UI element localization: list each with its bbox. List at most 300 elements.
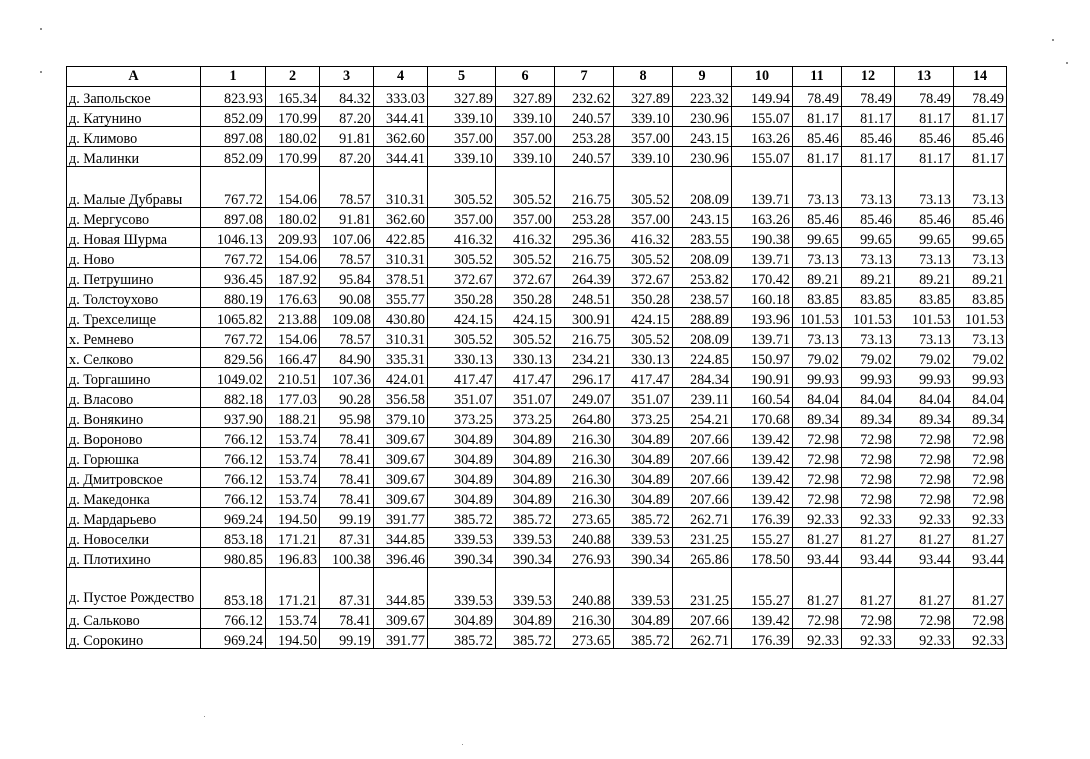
value-cell: 78.41 xyxy=(320,428,374,448)
settlements-data-table xyxy=(66,66,1007,649)
value-cell: 165.34 xyxy=(266,87,320,107)
value-cell: 766.12 xyxy=(201,488,266,508)
value-cell: 155.27 xyxy=(732,528,793,548)
value-cell: 73.13 xyxy=(954,328,1007,348)
value-cell: 207.66 xyxy=(673,428,732,448)
value-cell: 78.49 xyxy=(793,87,842,107)
value-cell: 89.21 xyxy=(954,268,1007,288)
value-cell: 84.90 xyxy=(320,348,374,368)
column-header-1: 1 xyxy=(201,67,266,87)
value-cell: 83.85 xyxy=(895,288,954,308)
value-cell: 81.27 xyxy=(954,528,1007,548)
value-cell: 357.00 xyxy=(428,208,496,228)
value-cell: 339.53 xyxy=(614,528,673,548)
value-cell: 216.30 xyxy=(555,448,614,468)
settlement-name-cell: д. Власово xyxy=(67,388,201,408)
value-cell: 72.98 xyxy=(793,609,842,629)
scan-speck xyxy=(40,71,42,73)
value-cell: 153.74 xyxy=(266,448,320,468)
value-cell: 188.21 xyxy=(266,408,320,428)
value-cell: 72.98 xyxy=(842,488,895,508)
value-cell: 72.98 xyxy=(842,609,895,629)
value-cell: 93.44 xyxy=(895,548,954,568)
value-cell: 243.15 xyxy=(673,127,732,147)
value-cell: 93.44 xyxy=(954,548,1007,568)
value-cell: 304.89 xyxy=(614,488,673,508)
value-cell: 78.41 xyxy=(320,609,374,629)
value-cell: 87.31 xyxy=(320,568,374,609)
value-cell: 339.53 xyxy=(428,528,496,548)
value-cell: 180.02 xyxy=(266,127,320,147)
value-cell: 216.30 xyxy=(555,468,614,488)
value-cell: 92.33 xyxy=(842,508,895,528)
value-cell: 99.65 xyxy=(895,228,954,248)
value-cell: 109.08 xyxy=(320,308,374,328)
value-cell: 107.36 xyxy=(320,368,374,388)
value-cell: 81.17 xyxy=(895,107,954,127)
value-cell: 273.65 xyxy=(555,629,614,649)
value-cell: 89.34 xyxy=(954,408,1007,428)
value-cell: 73.13 xyxy=(842,328,895,348)
value-cell: 99.65 xyxy=(793,228,842,248)
value-cell: 330.13 xyxy=(496,348,555,368)
value-cell: 304.89 xyxy=(614,468,673,488)
value-cell: 264.80 xyxy=(555,408,614,428)
value-cell: 304.89 xyxy=(496,468,555,488)
value-cell: 171.21 xyxy=(266,528,320,548)
table-row xyxy=(67,368,1007,388)
value-cell: 89.34 xyxy=(842,408,895,428)
column-header-6: 6 xyxy=(496,67,555,87)
value-cell: 81.17 xyxy=(793,107,842,127)
value-cell: 265.86 xyxy=(673,548,732,568)
value-cell: 193.96 xyxy=(732,308,793,328)
value-cell: 81.17 xyxy=(954,107,1007,127)
value-cell: 339.10 xyxy=(428,147,496,167)
table-row xyxy=(67,147,1007,167)
value-cell: 372.67 xyxy=(614,268,673,288)
value-cell: 240.57 xyxy=(555,147,614,167)
value-cell: 231.25 xyxy=(673,568,732,609)
value-cell: 305.52 xyxy=(428,167,496,208)
value-cell: 85.46 xyxy=(842,208,895,228)
value-cell: 72.98 xyxy=(793,468,842,488)
value-cell: 208.09 xyxy=(673,328,732,348)
value-cell: 305.52 xyxy=(614,167,673,208)
value-cell: 139.42 xyxy=(732,428,793,448)
settlement-name-cell: д. Плотихино xyxy=(67,548,201,568)
value-cell: 79.02 xyxy=(793,348,842,368)
value-cell: 424.15 xyxy=(614,308,673,328)
value-cell: 309.67 xyxy=(374,428,428,448)
value-cell: 187.92 xyxy=(266,268,320,288)
value-cell: 72.98 xyxy=(895,448,954,468)
value-cell: 210.51 xyxy=(266,368,320,388)
value-cell: 882.18 xyxy=(201,388,266,408)
value-cell: 766.12 xyxy=(201,609,266,629)
value-cell: 194.50 xyxy=(266,629,320,649)
value-cell: 72.98 xyxy=(842,468,895,488)
value-cell: 207.66 xyxy=(673,448,732,468)
value-cell: 355.77 xyxy=(374,288,428,308)
value-cell: 81.17 xyxy=(842,107,895,127)
value-cell: 356.58 xyxy=(374,388,428,408)
value-cell: 339.53 xyxy=(428,568,496,609)
value-cell: 163.26 xyxy=(732,208,793,228)
table-row xyxy=(67,408,1007,428)
value-cell: 829.56 xyxy=(201,348,266,368)
settlement-name-cell: д. Климово xyxy=(67,127,201,147)
value-cell: 416.32 xyxy=(614,228,673,248)
value-cell: 81.27 xyxy=(793,568,842,609)
value-cell: 936.45 xyxy=(201,268,266,288)
scan-speck xyxy=(1052,39,1054,41)
value-cell: 1049.02 xyxy=(201,368,266,388)
value-cell: 969.24 xyxy=(201,508,266,528)
value-cell: 171.21 xyxy=(266,568,320,609)
value-cell: 72.98 xyxy=(895,488,954,508)
value-cell: 85.46 xyxy=(842,127,895,147)
value-cell: 767.72 xyxy=(201,248,266,268)
value-cell: 357.00 xyxy=(614,208,673,228)
value-cell: 170.99 xyxy=(266,107,320,127)
value-cell: 72.98 xyxy=(954,428,1007,448)
table-row xyxy=(67,388,1007,408)
value-cell: 276.93 xyxy=(555,548,614,568)
value-cell: 385.72 xyxy=(428,629,496,649)
value-cell: 101.53 xyxy=(793,308,842,328)
value-cell: 99.93 xyxy=(954,368,1007,388)
value-cell: 73.13 xyxy=(954,167,1007,208)
value-cell: 99.93 xyxy=(842,368,895,388)
value-cell: 304.89 xyxy=(496,488,555,508)
scan-speck xyxy=(1066,62,1068,64)
settlement-name-cell: д. Торгашино xyxy=(67,368,201,388)
value-cell: 385.72 xyxy=(496,508,555,528)
value-cell: 223.32 xyxy=(673,87,732,107)
settlement-name-cell: д. Малые Дубравы xyxy=(67,167,201,208)
value-cell: 284.34 xyxy=(673,368,732,388)
value-cell: 766.12 xyxy=(201,428,266,448)
column-header-4: 4 xyxy=(374,67,428,87)
settlement-name-cell: д. Петрушино xyxy=(67,268,201,288)
value-cell: 155.07 xyxy=(732,107,793,127)
value-cell: 852.09 xyxy=(201,147,266,167)
value-cell: 238.57 xyxy=(673,288,732,308)
value-cell: 190.38 xyxy=(732,228,793,248)
value-cell: 254.21 xyxy=(673,408,732,428)
value-cell: 213.88 xyxy=(266,308,320,328)
value-cell: 78.57 xyxy=(320,248,374,268)
value-cell: 163.26 xyxy=(732,127,793,147)
value-cell: 351.07 xyxy=(428,388,496,408)
value-cell: 78.49 xyxy=(954,87,1007,107)
value-cell: 93.44 xyxy=(842,548,895,568)
value-cell: 766.12 xyxy=(201,448,266,468)
value-cell: 304.89 xyxy=(428,488,496,508)
value-cell: 194.50 xyxy=(266,508,320,528)
value-cell: 424.15 xyxy=(428,308,496,328)
table-header-row xyxy=(67,67,1007,87)
settlement-name-cell: д. Катунино xyxy=(67,107,201,127)
value-cell: 154.06 xyxy=(266,167,320,208)
value-cell: 304.89 xyxy=(428,448,496,468)
value-cell: 422.85 xyxy=(374,228,428,248)
value-cell: 351.07 xyxy=(614,388,673,408)
value-cell: 240.57 xyxy=(555,107,614,127)
value-cell: 309.67 xyxy=(374,488,428,508)
value-cell: 84.04 xyxy=(842,388,895,408)
value-cell: 83.85 xyxy=(954,288,1007,308)
table-row xyxy=(67,228,1007,248)
value-cell: 385.72 xyxy=(614,508,673,528)
value-cell: 969.24 xyxy=(201,629,266,649)
value-cell: 176.39 xyxy=(732,629,793,649)
scan-speck xyxy=(462,744,463,745)
value-cell: 224.85 xyxy=(673,348,732,368)
value-cell: 99.65 xyxy=(842,228,895,248)
scan-speck xyxy=(204,716,205,717)
table-row xyxy=(67,348,1007,368)
value-cell: 417.47 xyxy=(496,368,555,388)
column-header-name: А xyxy=(67,67,201,87)
value-cell: 89.21 xyxy=(842,268,895,288)
value-cell: 209.93 xyxy=(266,228,320,248)
value-cell: 89.21 xyxy=(793,268,842,288)
table-row xyxy=(67,428,1007,448)
value-cell: 79.02 xyxy=(895,348,954,368)
value-cell: 100.38 xyxy=(320,548,374,568)
value-cell: 249.07 xyxy=(555,388,614,408)
value-cell: 309.67 xyxy=(374,609,428,629)
table-row xyxy=(67,167,1007,208)
value-cell: 339.53 xyxy=(614,568,673,609)
value-cell: 153.74 xyxy=(266,428,320,448)
value-cell: 85.46 xyxy=(895,127,954,147)
value-cell: 310.31 xyxy=(374,328,428,348)
value-cell: 160.18 xyxy=(732,288,793,308)
value-cell: 390.34 xyxy=(614,548,673,568)
value-cell: 92.33 xyxy=(954,629,1007,649)
value-cell: 305.52 xyxy=(496,167,555,208)
settlement-name-cell: д. Ново xyxy=(67,248,201,268)
value-cell: 344.41 xyxy=(374,107,428,127)
value-cell: 78.49 xyxy=(842,87,895,107)
scan-speck xyxy=(40,28,42,30)
settlements-table-wrapper xyxy=(66,66,1007,649)
value-cell: 139.71 xyxy=(732,328,793,348)
value-cell: 207.66 xyxy=(673,488,732,508)
value-cell: 73.13 xyxy=(895,167,954,208)
value-cell: 190.91 xyxy=(732,368,793,388)
value-cell: 73.13 xyxy=(842,248,895,268)
value-cell: 95.98 xyxy=(320,408,374,428)
table-row xyxy=(67,448,1007,468)
value-cell: 853.18 xyxy=(201,528,266,548)
value-cell: 234.21 xyxy=(555,348,614,368)
value-cell: 72.98 xyxy=(895,428,954,448)
value-cell: 310.31 xyxy=(374,167,428,208)
value-cell: 72.98 xyxy=(842,428,895,448)
value-cell: 231.25 xyxy=(673,528,732,548)
settlement-name-cell: д. Толстоухово xyxy=(67,288,201,308)
settlement-name-cell: д. Новоселки xyxy=(67,528,201,548)
value-cell: 73.13 xyxy=(895,328,954,348)
value-cell: 72.98 xyxy=(895,468,954,488)
settlement-name-cell: х. Ремнево xyxy=(67,328,201,348)
column-header-10: 10 xyxy=(732,67,793,87)
value-cell: 897.08 xyxy=(201,127,266,147)
value-cell: 262.71 xyxy=(673,508,732,528)
value-cell: 153.74 xyxy=(266,609,320,629)
value-cell: 230.96 xyxy=(673,107,732,127)
value-cell: 350.28 xyxy=(428,288,496,308)
value-cell: 84.32 xyxy=(320,87,374,107)
value-cell: 154.06 xyxy=(266,248,320,268)
value-cell: 87.20 xyxy=(320,147,374,167)
table-row xyxy=(67,268,1007,288)
value-cell: 176.39 xyxy=(732,508,793,528)
settlement-name-cell: д. Пустое Рождество xyxy=(67,568,201,609)
value-cell: 107.06 xyxy=(320,228,374,248)
value-cell: 391.77 xyxy=(374,508,428,528)
value-cell: 327.89 xyxy=(428,87,496,107)
value-cell: 304.89 xyxy=(614,609,673,629)
value-cell: 85.46 xyxy=(793,127,842,147)
value-cell: 339.10 xyxy=(614,107,673,127)
settlement-name-cell: д. Сорокино xyxy=(67,629,201,649)
column-header-12: 12 xyxy=(842,67,895,87)
value-cell: 430.80 xyxy=(374,308,428,328)
value-cell: 99.93 xyxy=(793,368,842,388)
value-cell: 305.52 xyxy=(496,248,555,268)
value-cell: 327.89 xyxy=(614,87,673,107)
value-cell: 208.09 xyxy=(673,167,732,208)
value-cell: 78.57 xyxy=(320,167,374,208)
value-cell: 78.41 xyxy=(320,448,374,468)
value-cell: 155.27 xyxy=(732,568,793,609)
value-cell: 283.55 xyxy=(673,228,732,248)
settlement-name-cell: д. Запольское xyxy=(67,87,201,107)
value-cell: 344.41 xyxy=(374,147,428,167)
value-cell: 373.25 xyxy=(496,408,555,428)
value-cell: 305.52 xyxy=(428,328,496,348)
value-cell: 304.89 xyxy=(428,468,496,488)
table-row xyxy=(67,288,1007,308)
column-header-2: 2 xyxy=(266,67,320,87)
settlement-name-cell: д. Новая Шурма xyxy=(67,228,201,248)
value-cell: 391.77 xyxy=(374,629,428,649)
value-cell: 139.71 xyxy=(732,167,793,208)
value-cell: 84.04 xyxy=(895,388,954,408)
value-cell: 92.33 xyxy=(793,629,842,649)
value-cell: 339.53 xyxy=(496,568,555,609)
value-cell: 305.52 xyxy=(614,248,673,268)
value-cell: 78.41 xyxy=(320,468,374,488)
table-row xyxy=(67,508,1007,528)
value-cell: 81.27 xyxy=(842,568,895,609)
value-cell: 87.20 xyxy=(320,107,374,127)
value-cell: 170.68 xyxy=(732,408,793,428)
value-cell: 78.49 xyxy=(895,87,954,107)
value-cell: 196.83 xyxy=(266,548,320,568)
value-cell: 89.21 xyxy=(895,268,954,288)
value-cell: 333.03 xyxy=(374,87,428,107)
value-cell: 239.11 xyxy=(673,388,732,408)
value-cell: 372.67 xyxy=(428,268,496,288)
value-cell: 344.85 xyxy=(374,568,428,609)
table-row xyxy=(67,107,1007,127)
value-cell: 417.47 xyxy=(428,368,496,388)
value-cell: 305.52 xyxy=(428,248,496,268)
value-cell: 73.13 xyxy=(954,248,1007,268)
value-cell: 253.82 xyxy=(673,268,732,288)
value-cell: 357.00 xyxy=(428,127,496,147)
column-header-11: 11 xyxy=(793,67,842,87)
value-cell: 153.74 xyxy=(266,468,320,488)
settlement-name-cell: д. Трехселище xyxy=(67,308,201,328)
settlement-name-cell: д. Мергусово xyxy=(67,208,201,228)
value-cell: 72.98 xyxy=(954,468,1007,488)
value-cell: 330.13 xyxy=(614,348,673,368)
value-cell: 1065.82 xyxy=(201,308,266,328)
value-cell: 295.36 xyxy=(555,228,614,248)
value-cell: 216.75 xyxy=(555,248,614,268)
value-cell: 300.91 xyxy=(555,308,614,328)
value-cell: 232.62 xyxy=(555,87,614,107)
value-cell: 264.39 xyxy=(555,268,614,288)
value-cell: 310.31 xyxy=(374,248,428,268)
value-cell: 344.85 xyxy=(374,528,428,548)
table-row xyxy=(67,528,1007,548)
value-cell: 823.93 xyxy=(201,87,266,107)
column-header-5: 5 xyxy=(428,67,496,87)
value-cell: 350.28 xyxy=(496,288,555,308)
value-cell: 243.15 xyxy=(673,208,732,228)
value-cell: 424.15 xyxy=(496,308,555,328)
value-cell: 937.90 xyxy=(201,408,266,428)
value-cell: 362.60 xyxy=(374,127,428,147)
value-cell: 178.50 xyxy=(732,548,793,568)
value-cell: 208.09 xyxy=(673,248,732,268)
value-cell: 139.42 xyxy=(732,488,793,508)
table-row xyxy=(67,248,1007,268)
value-cell: 296.17 xyxy=(555,368,614,388)
value-cell: 101.53 xyxy=(954,308,1007,328)
value-cell: 385.72 xyxy=(496,629,555,649)
value-cell: 83.85 xyxy=(793,288,842,308)
value-cell: 73.13 xyxy=(842,167,895,208)
value-cell: 424.01 xyxy=(374,368,428,388)
value-cell: 327.89 xyxy=(496,87,555,107)
value-cell: 253.28 xyxy=(555,127,614,147)
value-cell: 83.85 xyxy=(842,288,895,308)
settlement-name-cell: д. Вонякино xyxy=(67,408,201,428)
value-cell: 253.28 xyxy=(555,208,614,228)
value-cell: 390.34 xyxy=(496,548,555,568)
value-cell: 339.10 xyxy=(614,147,673,167)
table-row xyxy=(67,548,1007,568)
value-cell: 153.74 xyxy=(266,488,320,508)
table-row xyxy=(67,629,1007,649)
value-cell: 85.46 xyxy=(895,208,954,228)
value-cell: 309.67 xyxy=(374,468,428,488)
value-cell: 767.72 xyxy=(201,328,266,348)
value-cell: 273.65 xyxy=(555,508,614,528)
value-cell: 240.88 xyxy=(555,528,614,548)
settlement-name-cell: д. Малинки xyxy=(67,147,201,167)
value-cell: 166.47 xyxy=(266,348,320,368)
